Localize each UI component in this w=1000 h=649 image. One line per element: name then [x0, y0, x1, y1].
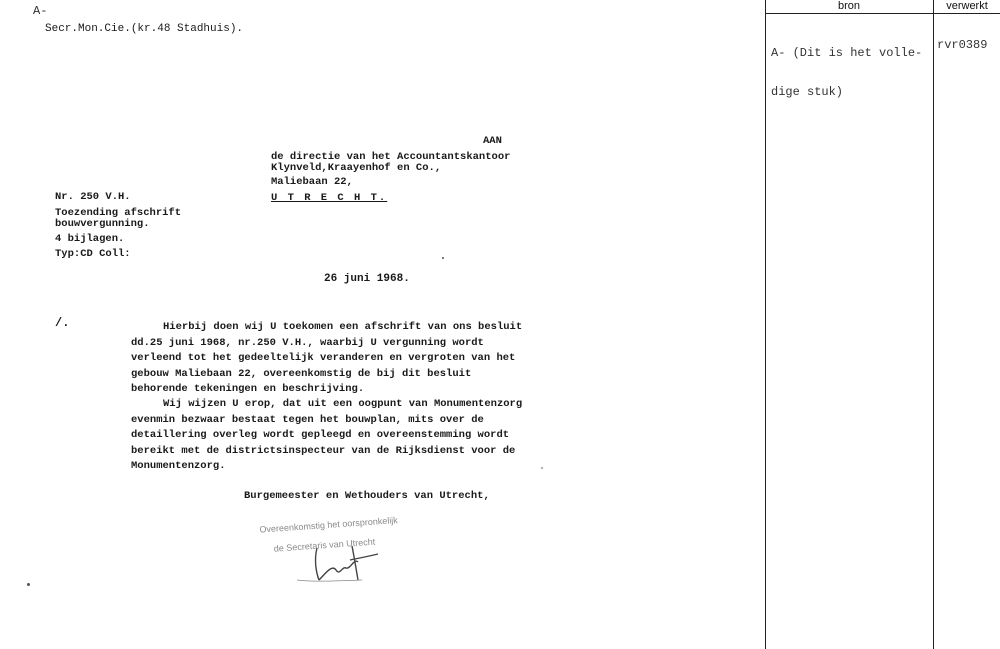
body-paragraph: Hierbij doen wij U toekomen een afschrift van ons besluit dd.25 juni 1968, nr.250 V.H., waarbij U vergunning wordt verleend tot het gedeeltelijk veranderen en vergroten van het gebouw Maliebaan 22, overeenkomstig de bij dit besluit behorende tekeningen en beschrijving. [131, 321, 523, 395]
stamp-line: de Secretaris van Utrecht [273, 536, 376, 554]
address-line: de directie van het Accountantskantoor [271, 151, 511, 163]
letter-date: 26 juni 1968. [324, 273, 410, 285]
stamp-line: Overeenkomstig het oorspronkelijk [259, 515, 399, 535]
column-divider-left [765, 0, 766, 649]
bron-cell [771, 21, 922, 112]
column-divider-middle [933, 0, 934, 649]
reference-typist: Typ:CD Coll: [55, 248, 131, 260]
addressee-label: AAN [483, 135, 502, 147]
closing-line: Burgemeester en Wethouders van Utrecht, [244, 490, 490, 502]
document-code: A- [33, 4, 48, 18]
reference-attachments: 4 bijlagen. [55, 233, 125, 245]
column-header-bron: bron [837, 0, 861, 12]
reference-number: Nr. 250 V.H. [55, 191, 131, 203]
scan-speck [541, 467, 543, 469]
sender-line: Secr.Mon.Cie.(kr.48 Stadhuis). [45, 23, 244, 35]
header-divider [765, 13, 1000, 14]
address-city: U T R E C H T. [271, 192, 388, 204]
column-header-verwerkt: verwerkt [946, 0, 988, 12]
address-line: Klynveld,Kraayenhof en Co., [271, 162, 442, 174]
bron-line: A- (Dit is het volle- [771, 46, 923, 60]
scan-speck [442, 257, 444, 259]
address-line: Maliebaan 22, [271, 176, 353, 188]
verwerkt-cell: rvr0389 [937, 38, 988, 52]
reference-subject: Toezending afschrift [55, 207, 182, 219]
reference-subject: bouwvergunning. [55, 218, 150, 230]
bron-line: dige stuk) [771, 85, 844, 99]
body-paragraph: Wij wijzen U erop, dat uit een oogpunt van Monumentenzorg evenmin bezwaar bestaat tegen het bouwplan, mits over de detaillering overleg wordt gepleegd en overeenstemming wordt bereikt met de districtsinspecteur van de Rijksdienst voor de Monumentenzorg. [131, 398, 523, 472]
signature [292, 540, 382, 586]
margin-marker: /. [55, 316, 70, 330]
scan-speck [27, 583, 30, 586]
